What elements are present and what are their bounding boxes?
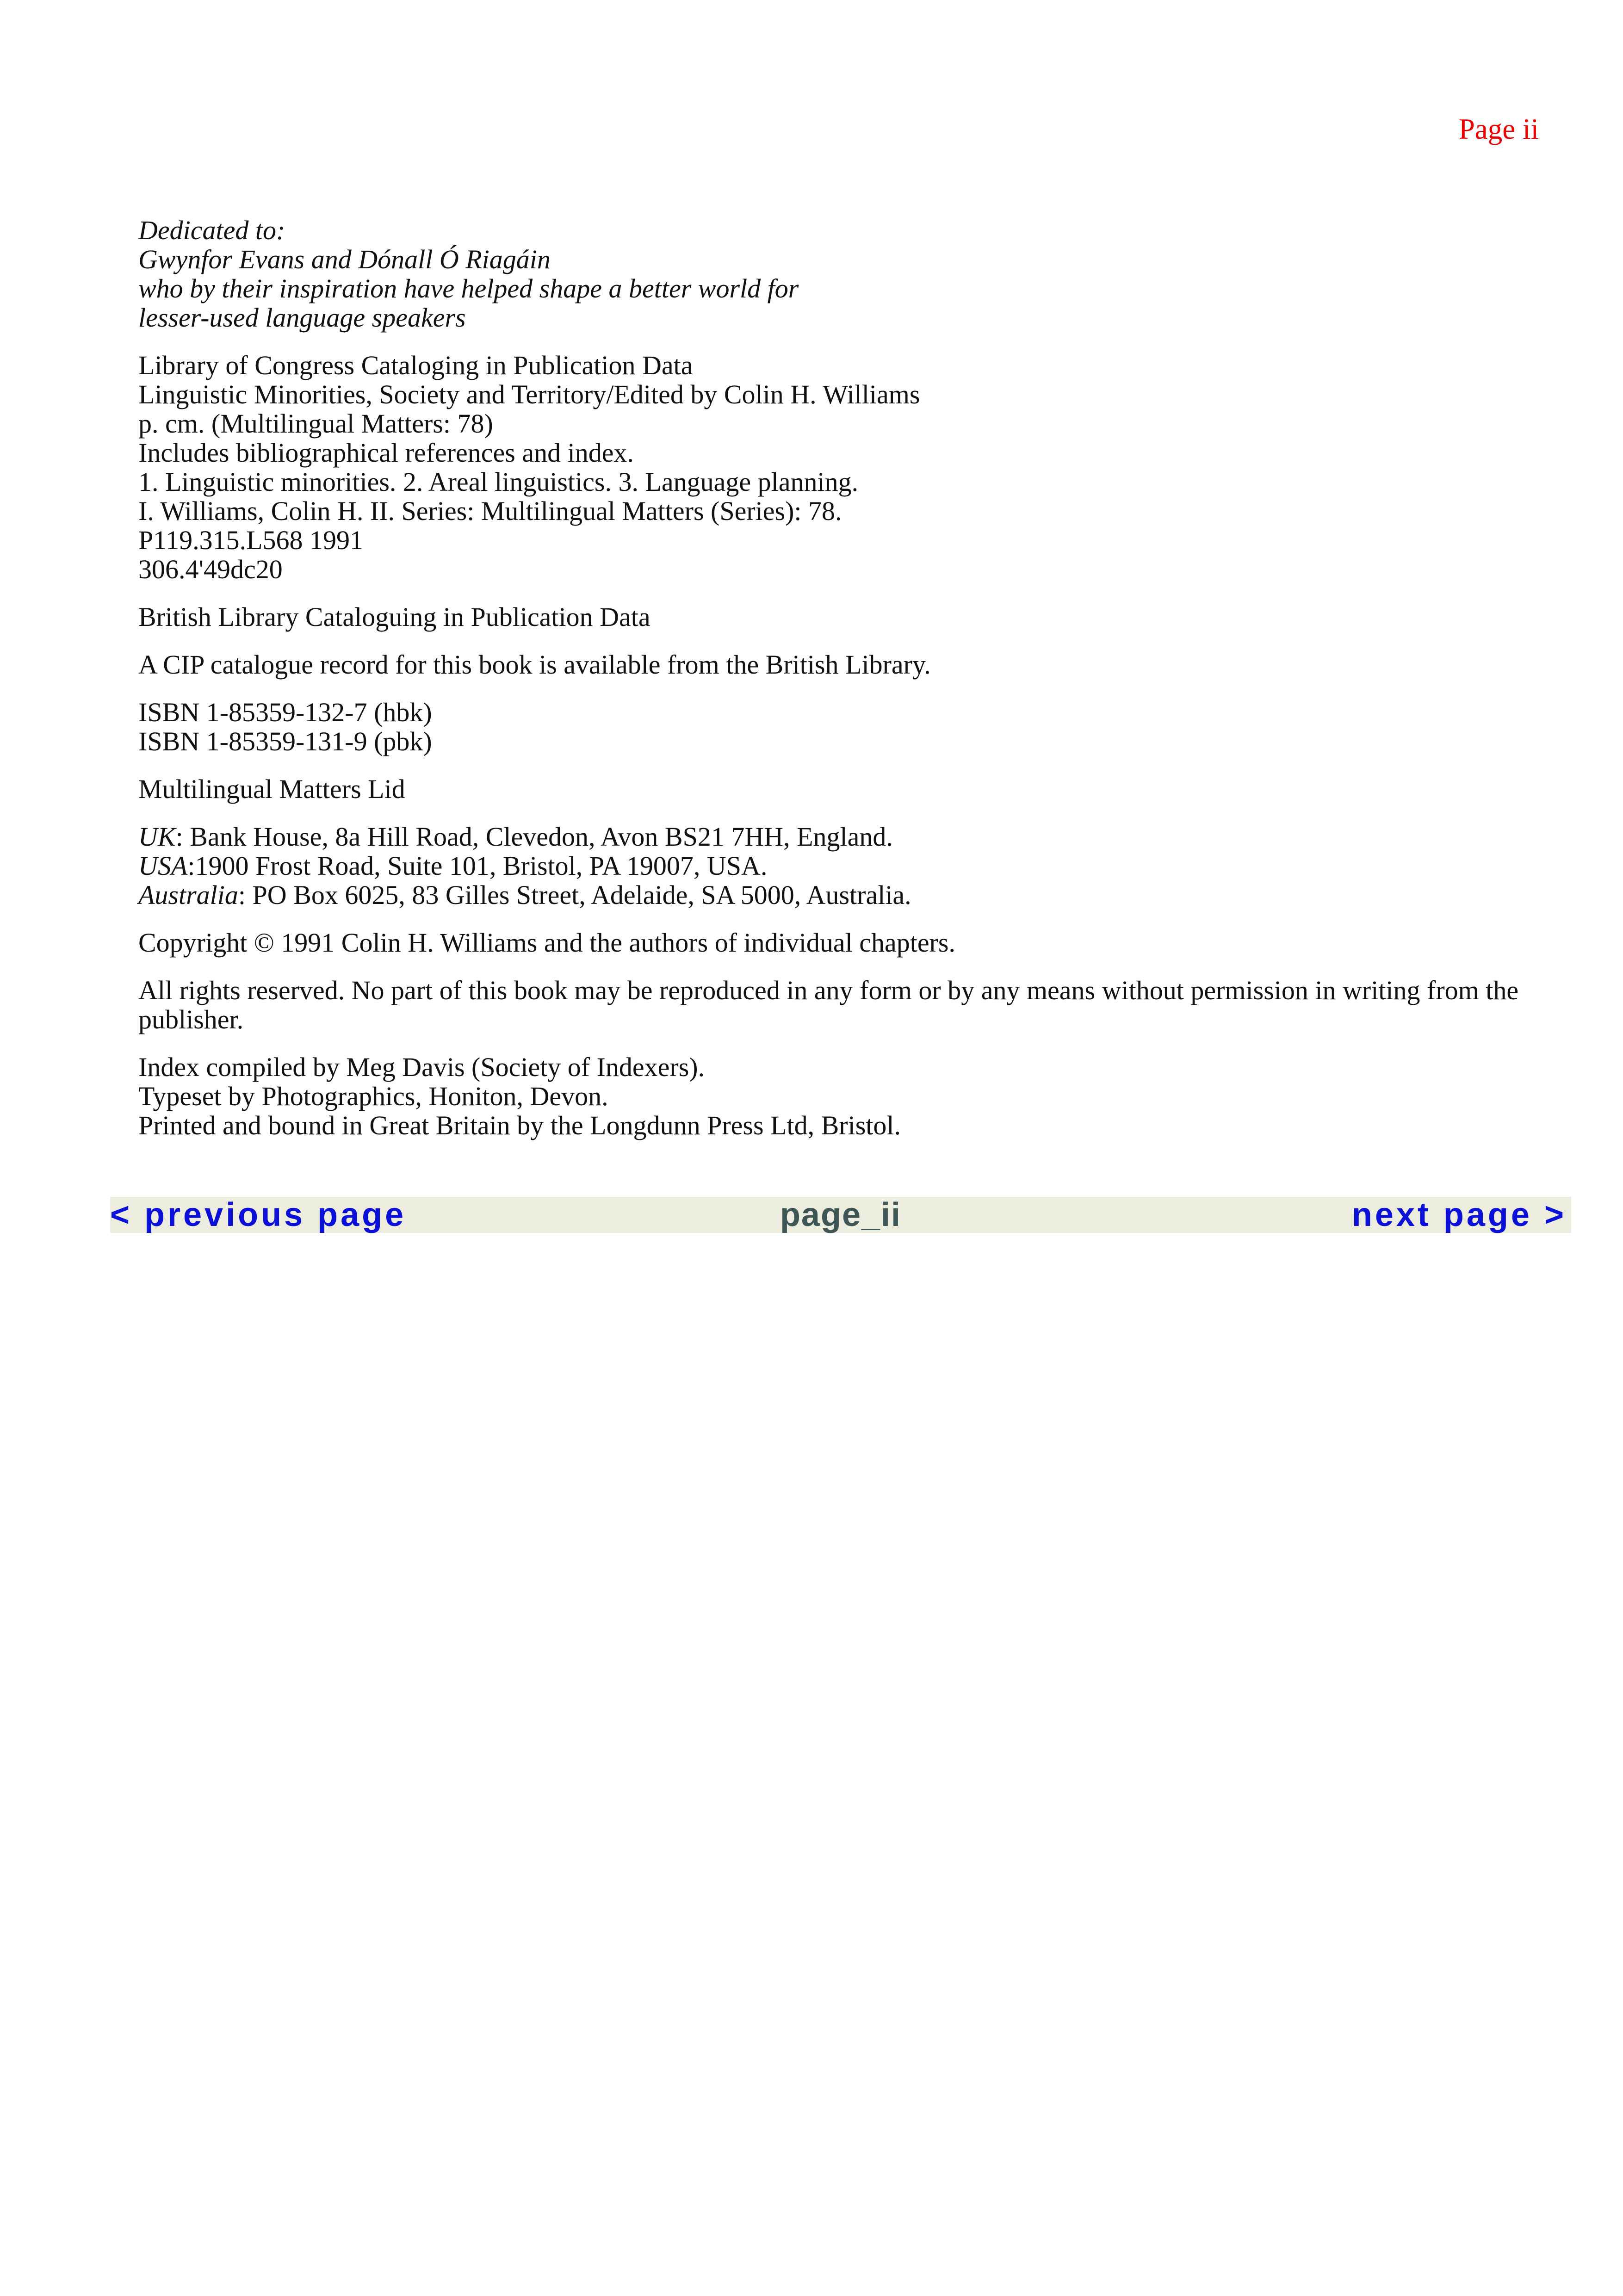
page-navigation-bar	[110, 1197, 1571, 1233]
cip-line: 1. Linguistic minorities. 2. Areal linguistics. 3. Language planning.	[138, 467, 859, 497]
isbn-line: ISBN 1-85359-131-9 (pbk)	[138, 726, 432, 756]
previous-page-link[interactable]: < previous page	[110, 1196, 407, 1233]
copyright-notice: Copyright © 1991 Colin H. Williams and the authors of individual chapters.	[138, 928, 955, 958]
address-label: Australia	[138, 880, 238, 910]
cip-line: p. cm. (Multilingual Matters: 78)	[138, 408, 493, 439]
address-uk	[138, 822, 1536, 851]
credit-line: Printed and bound in Great Britain by the Longdunn Press Ltd, Bristol.	[138, 1110, 901, 1140]
production-credits	[138, 1052, 1536, 1140]
bl-cip-record: A CIP catalogue record for this book is available from the British Library.	[138, 650, 931, 680]
publisher-name: Multilingual Matters Lid	[138, 774, 405, 804]
cip-line: Library of Congress Cataloging in Publication Data	[138, 350, 693, 380]
cip-line: I. Williams, Colin H. II. Series: Multilingual Matters (Series): 78.	[138, 496, 842, 526]
next-page-link[interactable]: next page >	[1351, 1196, 1567, 1233]
cip-line: Linguistic Minorities, Society and Territory/Edited by Colin H. Williams	[138, 379, 920, 409]
copyright-page-content	[138, 216, 1536, 1158]
dedication-line: Gwynfor Evans and Dónall Ó Riagáin	[138, 244, 551, 274]
address-label: USA	[138, 851, 188, 881]
current-page-indicator: page_ii	[780, 1196, 902, 1233]
cip-line: P119.315.L568 1991	[138, 525, 364, 555]
address-label: UK	[138, 822, 176, 852]
dedication-line: lesser-used language speakers	[138, 303, 466, 333]
dedication	[138, 216, 1536, 332]
address-text: : Bank House, 8a Hill Road, Clevedon, Avon BS21 7HH, England.	[175, 822, 893, 852]
isbn-list	[138, 698, 1536, 756]
address-text: :1900 Frost Road, Suite 101, Bristol, PA 19007, USA.	[187, 851, 768, 881]
page-number-label: Page ii	[1458, 113, 1539, 145]
address-text: : PO Box 6025, 83 Gilles Street, Adelaide, SA 5000, Australia.	[238, 880, 911, 910]
loc-cip-data	[138, 351, 1536, 584]
bl-cip-heading: British Library Cataloguing in Publication Data	[138, 602, 650, 632]
credit-line: Index compiled by Meg Davis (Society of Indexers).	[138, 1052, 705, 1082]
dedication-line: who by their inspiration have helped shape a better world for	[138, 273, 799, 303]
dedication-line: Dedicated to:	[138, 215, 285, 245]
cip-line: Includes bibliographical references and index.	[138, 438, 634, 468]
cip-line: 306.4'49dc20	[138, 554, 283, 584]
rights-notice: All rights reserved. No part of this book may be reproduced in any form or by any means without permission in writing from the publisher.	[138, 975, 1519, 1034]
address-australia	[138, 880, 1536, 910]
publisher-addresses	[138, 822, 1536, 910]
address-usa	[138, 851, 1536, 880]
isbn-line: ISBN 1-85359-132-7 (hbk)	[138, 697, 432, 727]
credit-line: Typeset by Photographics, Honiton, Devon.	[138, 1081, 608, 1111]
